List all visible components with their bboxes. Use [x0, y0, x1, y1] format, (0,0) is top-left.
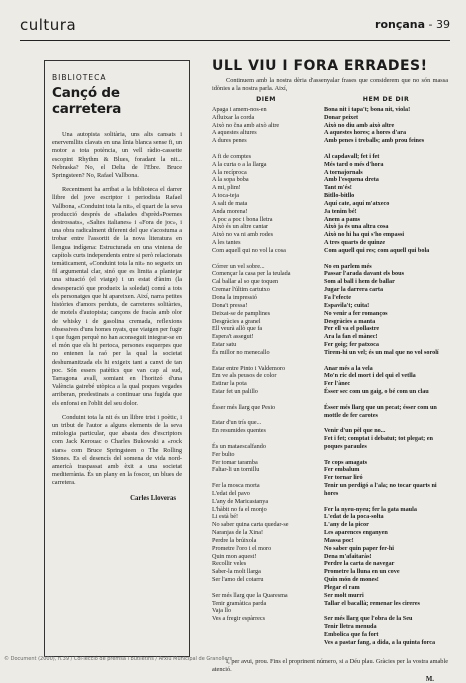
- diem-phrase: Estar fet un palillo: [212, 388, 258, 396]
- diem-phrase: No saber quina carta quedar-se: [212, 521, 289, 529]
- hem-de-dir-phrase: Més tard o més d'hora: [324, 160, 384, 168]
- diem-phrase: Ser l'amo del cotarru: [212, 576, 264, 584]
- hem-de-dir-phrase: Com aquell qui res; com aquell qui bola: [324, 246, 430, 254]
- diem-phrase: Deixat-se de pamplines: [212, 309, 271, 317]
- hem-de-dir-phrase: Desgràcies a manta: [324, 317, 376, 325]
- diem-phrase: Faltar-li un tornillu: [212, 466, 260, 474]
- biblioteca-byline: Carles Lloveras: [130, 494, 176, 502]
- diem-phrase: Com aquell qui no vol la cosa: [212, 246, 286, 254]
- hem-de-dir-phrase: Anem a pams: [324, 215, 361, 223]
- diem-phrase: A salt de mata: [212, 199, 248, 207]
- phrase-columns: [212, 96, 448, 654]
- diem-phrase: Perdre la brúixola: [212, 536, 257, 544]
- hem-de-dir-phrase: Amb l'esquena dreta: [324, 176, 379, 184]
- article-outro: I, per avui, prou. Fins el proprinent número, si a Déu plau. Gràcies per la vostra amable atenció.: [212, 658, 448, 674]
- diem-phrase: Això no va ni amb rodes: [212, 231, 274, 239]
- hem-de-dir-phrase: Per ell va el pollastre: [324, 325, 380, 333]
- biblioteca-paragraph: Conduint tota la nit és un llibre trist i poètic, i un tribut de l'autor a alguns elements de la seva mitologia particular, que abasta des d'escriptors com Jack Kerouac o Charles Bukowski a «rock stars» com Bruce Springsteen o The Rolling Stones. Es el desencís del somena de vida nord-americà traspassat amb èxit a una societat mediterrània. És un plany en la foscor, un blues de carretera.: [52, 413, 182, 487]
- diem-phrase: Naranjas de la Xina!: [212, 529, 264, 537]
- hem-de-dir-phrase: Som al ball i hem de ballar: [324, 278, 395, 286]
- diem-phrase: L'any de Maricastanya: [212, 497, 269, 505]
- diem-phrase: A toca-teja: [212, 192, 239, 200]
- hem-de-dir-phrase: Bitllo-bitllo: [324, 192, 355, 200]
- hem-de-dir-phrase: Tenir lletra menuda: [324, 623, 377, 631]
- hem-de-dir-phrase: Al capdavall; fet i fet: [324, 152, 380, 160]
- phrase-group: [212, 443, 320, 474]
- section-title: cultura: [20, 16, 77, 34]
- column-hem-de-dir-heading: HEM DE DIR: [362, 96, 410, 103]
- diem-phrase: Estar satu: [212, 341, 237, 349]
- diem-phrase: És un mataescalfando: [212, 442, 266, 450]
- biblioteca-headline: Cançó de carretera: [52, 85, 122, 117]
- diem-phrase: Ser més llarg que la Quaresma: [212, 591, 288, 599]
- article-signature: M.: [425, 676, 434, 683]
- diem-phrase: Desgràcies a granel: [212, 317, 261, 325]
- diem-phrase: A mi, plim!: [212, 184, 241, 192]
- hem-de-dir-phrase: Plegar el ram: [324, 583, 360, 591]
- hem-de-dir-phrase: Jugar la darrera carta: [324, 286, 384, 294]
- hem-de-dir-phrase: Aquí cate, aquí m'atxeco: [324, 199, 390, 207]
- diem-phrase: Ves a fregir espàrrecs: [212, 615, 266, 623]
- diem-phrase: Cal ballar al so que toquen: [212, 278, 279, 286]
- phrase-group: [212, 404, 320, 412]
- hem-de-dir-phrase: Amb penes i treballs; amb prou feines: [324, 137, 425, 145]
- phrase-group: [324, 263, 448, 357]
- hem-de-dir-phrase: Prometre la lluna en un cove: [324, 568, 400, 576]
- diem-phrase: Cremar l'últim cartutxo: [212, 286, 270, 294]
- diem-phrase: Estar entre Pinto i Valdemoro: [212, 364, 286, 372]
- hem-de-dir-phrase: Tallar el bacallà; remenar les cireres: [324, 599, 420, 607]
- phrase-group: [324, 459, 448, 498]
- hem-de-dir-phrase: L'edat de la poca-solta: [324, 513, 384, 521]
- diem-phrase: Vaja llo: [212, 607, 232, 615]
- hem-de-dir-phrase: Venir d'un pèl que no...: [324, 427, 386, 435]
- phrase-group: [324, 615, 448, 646]
- hem-de-dir-phrase: Mo'n ric del mort i del qui el vetlla: [324, 372, 416, 380]
- diem-phrase: Quin mon aquest!: [212, 552, 257, 560]
- diem-phrase: Li està bé!: [212, 513, 239, 521]
- hem-de-dir-phrase: Ves a pastar fang, a dida, a la quinta forca: [324, 638, 436, 646]
- hem-de-dir-phrase: Dena m'afaitaràs!: [324, 552, 372, 560]
- issue-label: [375, 18, 450, 31]
- diem-phrase: Ell veurà allò que fa: [212, 325, 263, 333]
- diem-phrase: Fer bulto: [212, 450, 235, 458]
- diem-phrase: Prometre l'oro i el moro: [212, 544, 272, 552]
- hem-de-dir-phrase: Ésser sec com un gaig, o bé com un clau: [324, 388, 429, 396]
- hem-de-dir-phrase: Embolica que fa fort: [324, 631, 379, 638]
- hem-de-dir-phrase: No en parlem més: [324, 262, 372, 270]
- hem-de-dir-phrase: Ésser més llarg que un pecat; ésser com un mottle de fer carotes: [324, 403, 437, 419]
- diem-phrase: Anda morena!: [212, 207, 248, 215]
- diem-phrase: Tenir gramàtica parda: [212, 599, 267, 607]
- article: [212, 58, 448, 683]
- diem-phrase: A dures penes: [212, 137, 247, 145]
- hem-de-dir-phrase: Espavila't; cuita!: [324, 301, 370, 309]
- article-title: ULL VIU I FORA ERRADES!: [212, 58, 428, 74]
- column-hem-de-dir: [324, 96, 448, 654]
- column-diem: [212, 96, 324, 654]
- hem-de-dir-phrase: Massa poc!: [324, 536, 354, 544]
- phrase-group: [324, 153, 448, 255]
- hem-de-dir-phrase: Les aparences enganyen: [324, 529, 388, 537]
- diem-phrase: Fer tomar taramba: [212, 458, 258, 466]
- diem-phrase: Espera't assegut!: [212, 333, 254, 341]
- biblioteca-paragraph: Recentment ha arribat a la biblioteca el darrer llibre del jove escriptor i periodista Rafael Vallbona, «Conduint tota la nit», el quart de la seva producció després de «Balades d'sprèd»Poemes destrossats», «Saltes italianes» i «Fora de joc», i una obra radicalment diferent del que s'acostuma a trobar entre l'assortit de la nova literatura en llengua indígena: Estructurada en una vintena de capítols curts independents entre si però relacionats temàticament, «Conduint tota la nit» no segueix un fil argumental clar, sinó que es limita a plantejar una situació (el viatge) i un estat d'ànim (la desesperació que produeix la soledat) comú a tots els personatges que hi apareixen. Així, narra petites històries d'amors perduts, de carreteres solitàries, de motels d'autopista; cançons de fracàs amb olor de whisky i de gasolina cremada, reflexions obsessives d'uns homes nyats, que viatgen per fugir i que fugen perquè no han aconseguit integrar-se en el món que els hi pertoca, persones esquerpes que no entenen la raó per la qual la societat deshumanitzada els hi exigeix tant a canvi de tan poc. Són essers patètics que van cap al sud, Tarragona avall, somiant en l'horitzó d'una València gairebé utòpica a la qual poques vegades arriberan, predestinats a continuar una fugida que els enfonsi en l'oblit del seu dolor.: [52, 186, 182, 407]
- hem-de-dir-phrase: Quin món de mones!: [324, 576, 379, 584]
- diem-phrase: Això és un altre cantar: [212, 223, 269, 231]
- hem-de-dir-phrase: A tres quarts de quinze: [324, 239, 386, 247]
- diem-phrase: A la curta o a la llarga: [212, 160, 267, 168]
- diem-phrase: Començar la casa per la teulada: [212, 270, 291, 278]
- diem-phrase: Apaga i amem-nos-en: [212, 105, 267, 113]
- hem-de-dir-phrase: Ser més llarg que l'obra de la Seu: [324, 615, 413, 623]
- phrase-group: [212, 419, 320, 435]
- diem-phrase: A aquestes altures: [212, 129, 257, 137]
- hem-de-dir-phrase: Això ja és una altra cosa: [324, 223, 389, 231]
- hem-de-dir-phrase: Donar peixet: [324, 113, 359, 121]
- diem-phrase: Ésser més llarg que Pesio: [212, 403, 276, 411]
- hem-de-dir-phrase: Passar l'arada davant els bous: [324, 270, 404, 278]
- hem-de-dir-phrase: No venir a fer romanços: [324, 309, 388, 317]
- diem-phrase: Dona la impressió: [212, 294, 258, 301]
- phrase-group: [212, 106, 320, 145]
- phrase-group: [324, 404, 448, 420]
- hem-de-dir-phrase: Ser molt murri: [324, 591, 364, 599]
- diem-phrase: Saber-la molt llarga: [212, 568, 261, 576]
- hem-de-dir-phrase: Fer embalum: [324, 466, 360, 474]
- hem-de-dir-phrase: Bona nit i tapa't; bona nit, viola!: [324, 105, 411, 113]
- diem-phrase: A fi de comptes: [212, 152, 252, 160]
- hem-de-dir-phrase: Això no diu amb això altre: [324, 121, 395, 129]
- diem-phrase: A la sopa boba: [212, 176, 249, 184]
- hem-de-dir-phrase: Te cops amagats: [324, 458, 368, 466]
- diem-phrase: A les tantes: [212, 239, 241, 247]
- diem-phrase: Em ve als peusos de color: [212, 372, 277, 380]
- page-header: [20, 16, 450, 41]
- hem-de-dir-phrase: Fer l'ànec: [324, 380, 351, 388]
- phrase-group: [212, 365, 320, 396]
- hem-de-dir-phrase: Anar més a la vela: [324, 364, 373, 372]
- hem-de-dir-phrase: Això no hi ha qui s'ho empassi: [324, 231, 405, 239]
- phrase-group: [212, 263, 320, 357]
- column-diem-heading: DIEM: [256, 96, 276, 103]
- phrase-group: [324, 106, 448, 145]
- issue-name: ronçana: [375, 18, 426, 31]
- hem-de-dir-phrase: Perdre la carta de navegar: [324, 560, 395, 568]
- hem-de-dir-phrase: Ara la fan el mànec!: [324, 333, 378, 341]
- hem-de-dir-phrase: Tenir un perdigó a l'ala; no tocar quarts ni hores: [324, 482, 437, 497]
- hem-de-dir-phrase: Fa l'efecte: [324, 294, 351, 301]
- biblioteca-kicker: BIBLIOTECA: [52, 73, 107, 82]
- phrase-group: [324, 365, 448, 396]
- hem-de-dir-phrase: Fer tornar liró: [324, 474, 363, 482]
- phrase-group: [212, 592, 320, 623]
- hem-de-dir-phrase: Ja tenim bé!: [324, 207, 357, 215]
- hem-de-dir-phrase: L'any de la picor: [324, 521, 369, 529]
- diem-phrase: A la recíproca: [212, 168, 247, 176]
- diem-phrase: Estar d'un trís que...: [212, 419, 262, 427]
- biblioteca-body: [52, 131, 182, 488]
- article-intro: Continuem amb la nostra dèria d'assenyalar frases que considerem que no són massa idònies a la nostra parla. Així,: [212, 77, 448, 92]
- phrase-group: [324, 427, 448, 451]
- diem-phrase: A poc a poc i bona lletra: [212, 215, 273, 223]
- diem-phrase: Això no čna amb això altre: [212, 121, 280, 129]
- hem-de-dir-phrase: Fet i fet; comptat i debatut; tot plegat; en poques paraules: [324, 435, 433, 450]
- diem-phrase: Fer la mosca morta: [212, 482, 260, 490]
- diem-phrase: L'hàbit no fa el monjo: [212, 505, 267, 513]
- diem-phrase: Afluixar la corda: [212, 113, 255, 121]
- diem-phrase: L'edat del pavo: [212, 489, 250, 497]
- hem-de-dir-phrase: No saber quin paper fer-hi: [324, 544, 395, 552]
- biblioteca-box: [44, 60, 190, 657]
- diem-phrase: Dona't pressa!: [212, 301, 248, 309]
- diem-phrase: Recollir veles: [212, 560, 247, 568]
- page-number: - 39: [428, 18, 450, 31]
- archive-footer: © Document (2000), n.39 / Col·lecció de premsa i butlletins / Arxiu Municipal de Granollers: [4, 656, 233, 662]
- phrase-group: [324, 506, 448, 608]
- diem-phrase: En resumides quentes: [212, 427, 266, 435]
- diem-phrase: Córrer un vel sobre...: [212, 262, 265, 270]
- diem-phrase: És millor no menecallo: [212, 348, 270, 356]
- hem-de-dir-phrase: Fer la nyeu-nyeu; fer la gata maula: [324, 505, 417, 513]
- biblioteca-paragraph: Una autopista solitària, uns alts cansats i enervemllits clavats en una línia blanca sense fi, un motor a tota potència, un vell ràdio-cassette escopint Rhythm & Blues, foradant la nit... Nebraska? No, el Delta de l'Ebre. Bruce Springsteen? No, Rafael Vallbona.: [52, 131, 182, 180]
- hem-de-dir-phrase: Tant m'és!: [324, 184, 352, 192]
- hem-de-dir-phrase: A tornajornals: [324, 168, 363, 176]
- phrase-group: [212, 482, 320, 584]
- hem-de-dir-phrase: A aquestes hores; a hores d'ara: [324, 129, 407, 137]
- hem-de-dir-phrase: Tirem-hi un vel; és un mal que no vol sorolí: [324, 348, 439, 356]
- phrase-group: [212, 153, 320, 255]
- diem-phrase: Estirar la pota: [212, 380, 247, 388]
- hem-de-dir-phrase: Fer goig; fer patxoca: [324, 341, 379, 349]
